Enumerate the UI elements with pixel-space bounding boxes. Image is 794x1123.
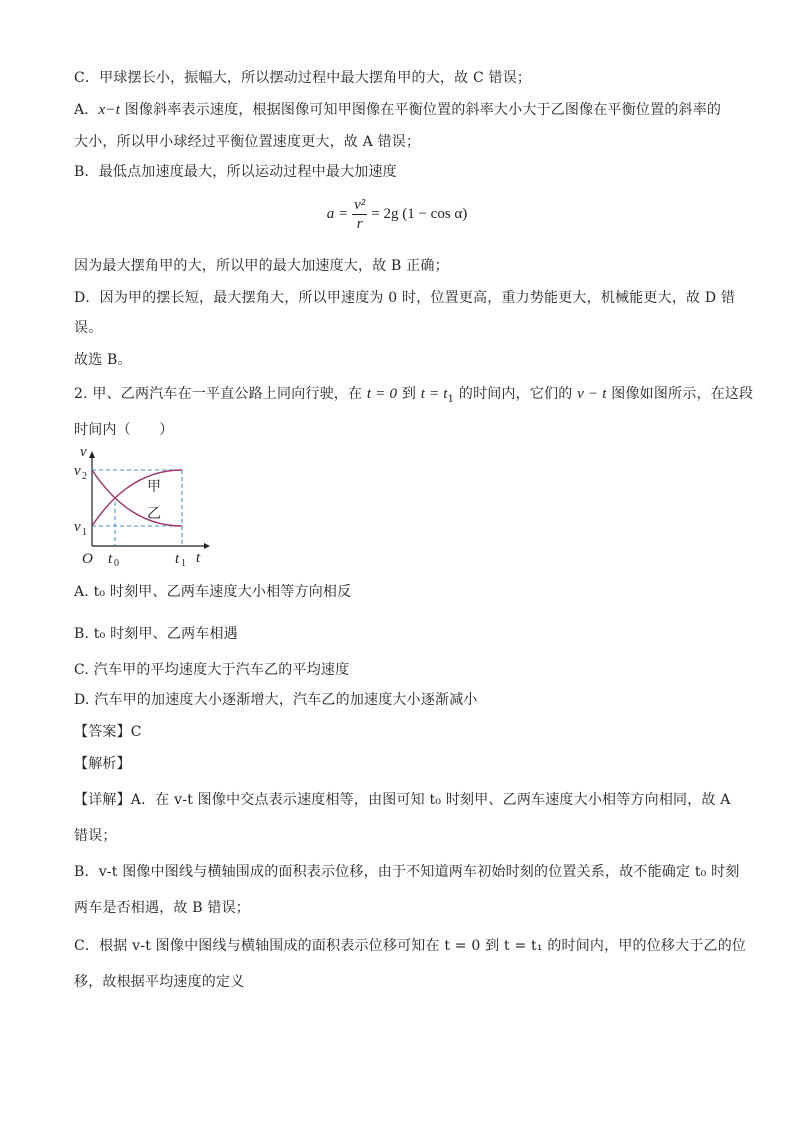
text-line: 故选 B。 <box>74 352 132 368</box>
v1-subscript: 1 <box>82 527 87 538</box>
detail-line: 两车是否相遇，故 B 错误； <box>74 900 250 916</box>
detail-line: 【详解】A．在 v-t 图像中交点表示速度相等，由图可知 t₀ 时刻甲、乙两车速度大小相等方向相同，故 A <box>74 792 731 808</box>
v1-label: v <box>74 519 81 535</box>
t1-subscript: 1 <box>181 558 186 569</box>
text-line <box>74 100 721 120</box>
question-2-stem <box>74 384 753 410</box>
math-t-eq-0: t = 0 <box>366 386 398 402</box>
subscript: 1 <box>447 393 455 405</box>
text-line: 误。 <box>74 320 103 336</box>
v-t-graph <box>74 446 214 571</box>
text-line: C．甲球摆长小，振幅大，所以摆动过程中最大摆角甲的大，故 C 错误； <box>74 70 532 86</box>
origin-label: O <box>82 551 93 567</box>
t0-label: t <box>108 551 113 567</box>
detail-line: B．v-t 图像中图线与横轴围成的面积表示位移，由于不知道两车初始时刻的位置关系，故不能确定 t₀ 时刻 <box>74 864 740 880</box>
curve-jia-label: 甲 <box>147 479 161 495</box>
text-span: 到 <box>401 386 417 402</box>
text-line: 因为最大摆角甲的大，所以甲的最大加速度大，故 B 正确； <box>74 258 449 274</box>
v-axis-arrow <box>89 451 95 458</box>
math-t-eq-t1: t = t <box>420 386 448 402</box>
text-span: 图像如图所示，在这段 <box>611 386 754 402</box>
v2-label: v <box>74 463 81 479</box>
answer-label: 【答案】C <box>74 724 142 740</box>
v2-subscript: 2 <box>82 471 87 482</box>
curve-jia <box>92 470 182 526</box>
t-axis-label: t <box>196 550 201 566</box>
text-span: A． <box>74 102 99 118</box>
acceleration-formula <box>0 196 794 240</box>
detail-line: C．根据 v-t 图像中图线与横轴围成的面积表示位移可知在 t = 0 到 t = t₁ 的时间内，甲的位移大于乙的位 <box>74 938 747 954</box>
text-span: 2. 甲、乙两汽车在一平直公路上同向行驶，在 <box>74 386 363 402</box>
curve-yi-label: 乙 <box>147 506 161 522</box>
math-x-t: x−t <box>98 102 121 118</box>
v-axis-label: v <box>80 444 87 460</box>
t-axis-arrow <box>204 543 210 549</box>
text-span: 图像斜率表示速度，根据图像可知甲图像在平衡位置的斜率大小大于乙图像在平衡位置的斜率的 <box>120 102 722 118</box>
curve-yi <box>92 470 182 526</box>
option-a: A. t₀ 时刻甲、乙两车速度大小相等方向相反 <box>74 584 352 600</box>
t0-subscript: 0 <box>114 558 119 569</box>
text-span: 的时间内，它们的 <box>458 386 573 402</box>
math-v-t: v − t <box>577 386 607 402</box>
text-line: D．因为甲的摆长短，最大摆角大，所以甲速度为 0 时，位置更高，重力势能更大，机械能更大，故 D 错 <box>74 290 736 306</box>
option-d: D. 汽车甲的加速度大小逐渐增大，汽车乙的加速度大小逐渐减小 <box>74 692 478 708</box>
option-b: B. t₀ 时刻甲、乙两车相遇 <box>74 626 238 642</box>
formula-lhs: a = <box>326 206 349 222</box>
formula-numerator: v² <box>354 197 366 213</box>
formula-rhs: = 2g (1 − cos α) <box>371 206 468 222</box>
text-line: 大小，所以甲小球经过平衡位置速度更大，故 A 错误； <box>74 134 421 150</box>
analysis-label: 【解析】 <box>74 756 131 772</box>
text-line: B．最低点加速度最大，所以运动过程中最大加速度 <box>74 164 397 180</box>
option-c: C. 汽车甲的平均速度大于汽车乙的平均速度 <box>74 662 350 678</box>
detail-line: 错误； <box>74 828 117 844</box>
text-line: 时间内（ ） <box>74 422 174 438</box>
detail-line: 移，故根据平均速度的定义 <box>74 974 245 990</box>
formula-denominator: r <box>356 216 363 232</box>
formula-fraction <box>352 196 367 233</box>
t1-label: t <box>175 551 180 567</box>
v-t-graph-figure <box>74 446 214 571</box>
